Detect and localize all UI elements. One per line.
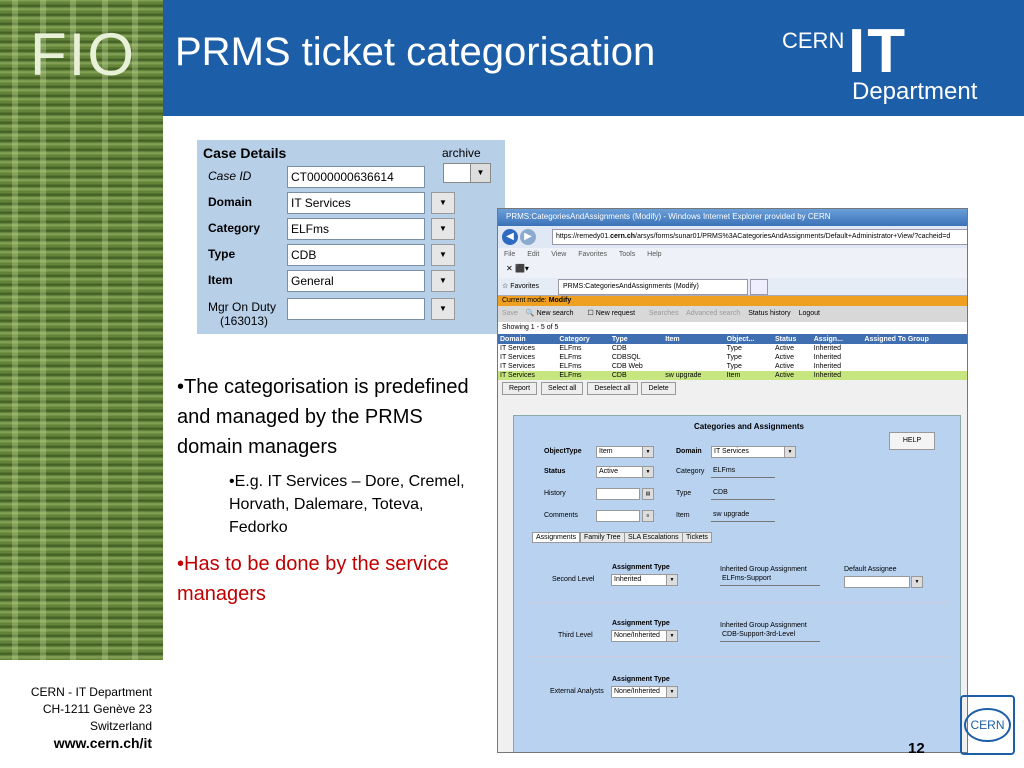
case-id-label: Case ID [208, 169, 252, 183]
browser-title-bar: PRMS:CategoriesAndAssignments (Modify) - Windows Internet Explorer provided by CERN [498, 209, 967, 226]
delete-button[interactable]: Delete [641, 382, 675, 395]
menu-file[interactable]: File [504, 251, 516, 258]
column-header[interactable]: Domain [498, 334, 557, 344]
third-level-label: Third Level [558, 632, 593, 639]
cern-logo-icon: CERN [960, 695, 1015, 755]
menu-bar [498, 248, 967, 262]
item-label: Item [208, 273, 233, 287]
favorites-bar [498, 278, 967, 296]
type-field[interactable]: CDB [287, 244, 425, 266]
second-group-value: ELFms-Support [720, 574, 820, 586]
bullet-service-managers: •Has to be done by the service managers [177, 553, 449, 605]
default-assignee-label: Default Assignee [844, 566, 897, 573]
table-row-selected[interactable]: IT Services ELFms CDB sw upgrade Item Active Inherited [498, 371, 967, 380]
section-divider [530, 602, 950, 603]
form-title: Categories and Assignments [694, 422, 804, 431]
chevron-down-icon[interactable]: ▼ [431, 244, 455, 266]
status-history-button[interactable]: Status history [748, 310, 791, 317]
address-bar [498, 226, 967, 248]
chevron-down-icon[interactable]: ▼ [666, 630, 678, 642]
status-label: Status [544, 468, 566, 475]
results-table [498, 334, 967, 380]
history-icon[interactable]: ▤ [642, 488, 654, 500]
new-search-button[interactable]: 🔍 New search [525, 310, 574, 317]
report-button[interactable]: Report [502, 382, 537, 395]
default-assignee-select[interactable] [844, 576, 910, 588]
select-all-button[interactable]: Select all [541, 382, 583, 395]
categories-form [513, 415, 961, 753]
searches-button[interactable]: Searches [649, 310, 679, 317]
column-header[interactable]: Category [557, 334, 609, 344]
chevron-down-icon[interactable]: ▼ [784, 446, 796, 458]
case-details-panel [197, 140, 505, 334]
chevron-down-icon[interactable]: ▼ [470, 164, 490, 182]
domain-row [205, 192, 495, 214]
external-analysts-label: External Analysts [550, 688, 604, 695]
type-label: Type [208, 247, 236, 261]
category-row [205, 218, 495, 240]
footer-url[interactable]: www.cern.ch/it [53, 735, 152, 751]
item-field[interactable]: General [287, 270, 425, 292]
mgr-on-duty-label: Mgr On Duty [208, 300, 277, 314]
results-count: Showing 1 - 5 of 5 [498, 322, 967, 334]
deselect-all-button[interactable]: Deselect all [587, 382, 637, 395]
toolbar [498, 262, 967, 278]
menu-favorites[interactable]: Favorites [578, 251, 608, 258]
column-header[interactable]: Object... [725, 334, 773, 344]
inherited-group-label: Inherited Group Assignment [720, 622, 807, 629]
history-field[interactable] [596, 488, 640, 500]
comments-icon[interactable]: ≡ [642, 510, 654, 522]
comments-label: Comments [544, 512, 578, 519]
case-details-title: Case Details [203, 145, 287, 161]
second-level-label: Second Level [552, 576, 595, 583]
chevron-down-icon[interactable]: ▼ [666, 574, 678, 586]
category-label: Category [676, 468, 705, 475]
chevron-down-icon[interactable]: ▼ [666, 686, 678, 698]
tab-tickets[interactable]: Tickets [682, 532, 712, 543]
tab-sla-escalations[interactable]: SLA Escalations [624, 532, 683, 543]
chevron-down-icon[interactable]: ▼ [431, 270, 455, 292]
action-bar [498, 306, 967, 322]
menu-help[interactable]: Help [647, 251, 662, 258]
fio-logo: FIO [30, 21, 136, 88]
table-row[interactable]: IT Services ELFms CDBSQL Type Active Inherited [498, 353, 967, 362]
menu-view[interactable]: View [551, 251, 567, 258]
bullet-example: •E.g. IT Services – Dore, Cremel, Horvath, Dalemare, Toteva, Fedorko [229, 473, 465, 536]
domain-label: Domain [676, 448, 702, 455]
column-header[interactable]: Item [663, 334, 724, 344]
table-button-bar [498, 380, 967, 398]
tab-assignments[interactable]: Assignments [532, 532, 580, 543]
second-level-select[interactable]: Inherited [611, 574, 667, 586]
cern-wordmark: CERN [782, 28, 845, 53]
status-select[interactable]: Active [596, 466, 644, 478]
close-icon[interactable]: ✕ [506, 264, 513, 273]
domain-label: Domain [208, 195, 253, 209]
page-icon[interactable]: ⬛▾ [514, 264, 529, 273]
chevron-down-icon[interactable]: ▼ [911, 576, 923, 588]
back-icon[interactable]: ◀ [502, 229, 518, 245]
third-level-select[interactable]: None/Inherited [611, 630, 667, 642]
mgr-on-duty-id: (163013) [220, 314, 269, 328]
archive-label: archive [442, 146, 481, 160]
column-header[interactable]: Assigned To Group [862, 334, 967, 344]
type-label: Type [676, 490, 692, 497]
third-group-value: CDB-Support-3rd-Level [720, 630, 820, 642]
new-tab-button[interactable] [750, 279, 768, 295]
forward-icon[interactable]: ▶ [520, 229, 536, 245]
page-number: 12 [908, 740, 925, 757]
table-row[interactable]: IT Services ELFms CDB Web Type Active Inherited [498, 362, 967, 371]
tab-family-tree[interactable]: Family Tree [580, 532, 625, 543]
new-request-button[interactable]: ☐ New request [587, 310, 636, 317]
department-wordmark: Department [852, 78, 978, 105]
category-label: Category [208, 221, 261, 235]
chevron-down-icon[interactable]: ▼ [642, 446, 654, 458]
external-analysts-select[interactable]: None/Inherited [611, 686, 667, 698]
favorites-button[interactable]: ☆ Favorites [502, 283, 540, 290]
save-button[interactable]: Save [502, 310, 518, 317]
column-header[interactable]: Type [610, 334, 663, 344]
chevron-down-icon[interactable]: ▼ [431, 298, 455, 320]
slide-title: PRMS ticket categorisation [175, 30, 656, 74]
browser-tab[interactable]: PRMS:CategoriesAndAssignments (Modify) [558, 279, 748, 295]
advanced-search-button[interactable]: Advanced search [686, 310, 741, 317]
domain-select[interactable]: IT Services [711, 446, 785, 458]
objecttype-select[interactable]: Item [596, 446, 644, 458]
mgr-on-duty-field[interactable] [287, 298, 425, 320]
inherited-group-label: Inherited Group Assignment [720, 566, 807, 573]
chevron-down-icon[interactable]: ▼ [642, 466, 654, 478]
type-value: CDB [711, 488, 775, 500]
bullet-list [177, 372, 477, 609]
footer-address: CERN - IT Department CH-1211 Genève 23 Switzerland www.cern.ch/it [0, 684, 152, 752]
section-divider [530, 656, 950, 657]
case-id-field[interactable]: CT0000000636614 [287, 166, 425, 188]
menu-tools[interactable]: Tools [618, 251, 636, 258]
type-row [205, 244, 495, 266]
assignment-type-label: Assignment Type [612, 676, 670, 683]
category-value: ELFms [711, 466, 775, 478]
mgr-on-duty-row [205, 298, 495, 332]
mode-bar: Current mode: Modify [498, 296, 967, 306]
category-field[interactable]: ELFms [287, 218, 425, 240]
domain-field[interactable]: IT Services [287, 192, 425, 214]
comments-field[interactable] [596, 510, 640, 522]
it-wordmark: IT [848, 17, 908, 86]
chevron-down-icon[interactable]: ▼ [431, 192, 455, 214]
decorative-sidebar-image [0, 0, 163, 660]
column-header[interactable]: Status [773, 334, 812, 344]
menu-edit[interactable]: Edit [527, 251, 540, 258]
assignment-type-label: Assignment Type [612, 564, 670, 571]
item-label: Item [676, 512, 690, 519]
column-header[interactable]: Assign... [812, 334, 863, 344]
logout-button[interactable]: Logout [798, 310, 820, 317]
assignment-type-label: Assignment Type [612, 620, 670, 627]
bullet-categorisation: •The categorisation is predefined and managed by the PRMS domain managers [177, 376, 469, 458]
item-row [205, 270, 495, 292]
item-value: sw upgrade [711, 510, 775, 522]
chevron-down-icon[interactable]: ▼ [431, 218, 455, 240]
help-button[interactable]: HELP [889, 432, 935, 450]
objecttype-label: ObjectType [544, 448, 582, 455]
history-label: History [544, 490, 566, 497]
table-row[interactable]: IT Services ELFms CDB Type Active Inherited [498, 344, 967, 353]
case-id-row [205, 166, 495, 188]
url-field[interactable]: https://remedy01.cern.ch/arsys/forms/sunar01/PRMS%3ACategoriesAndAssignments/Default+Administrator+View/?cacheid=d [552, 229, 968, 245]
browser-window [497, 208, 968, 753]
